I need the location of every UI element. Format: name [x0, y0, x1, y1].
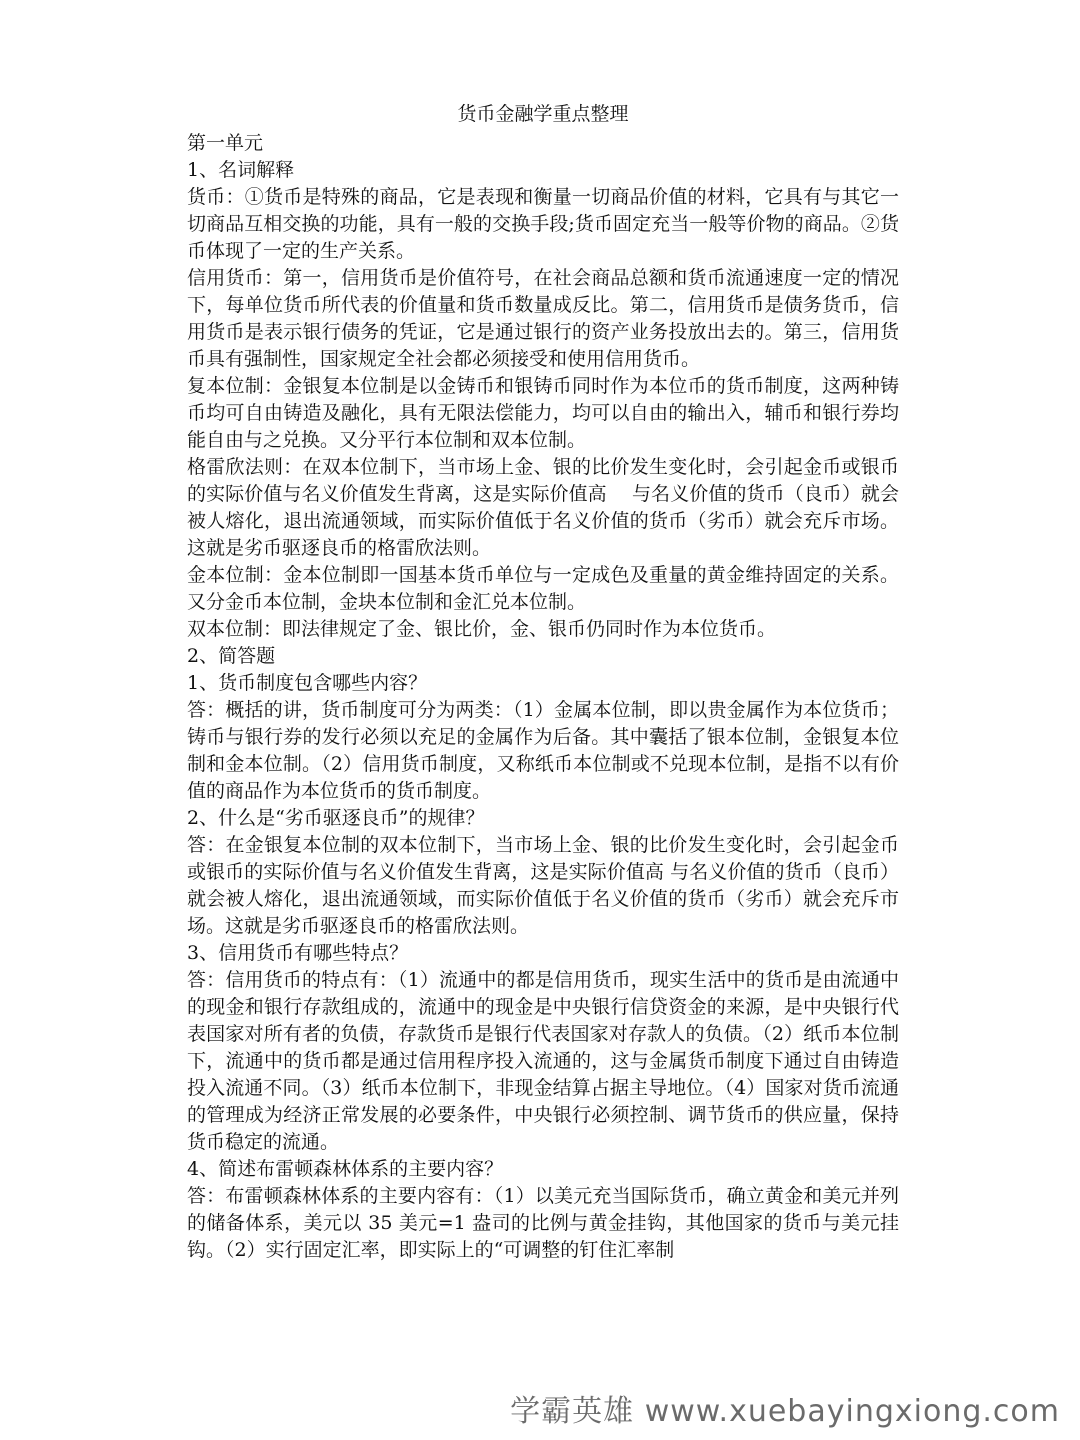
document-page — [187, 100, 899, 1264]
document-title: 货币金融学重点整理 — [457, 103, 629, 125]
answer: 答：在金银复本位制的双本位制下，当市场上金、银的比价发生变化时，会引起金币或银币的实际价值与名义价值发生背离，这是实际价值高 与名义价值的货币（良币）就会被人熔化，退出流通领域，而实际价值低于名义价值的货币（劣币）就会充斥市场。这就是劣币驱逐良币的格雷欣法则。 — [187, 834, 899, 937]
section-heading-short-answer: 2、简答题 — [187, 645, 276, 667]
term-bimetallism: 复本位制：金银复本位制是以金铸币和银铸币同时作为本位币的货币制度，这两种铸币均可自由铸造及融化，具有无限法偿能力，均可以自由的输出入，辅币和银行券均能自由与之兑换。又分平行本位制和双本位制。 — [187, 375, 899, 451]
term-credit-money: 信用货币：第一，信用货币是价值符号，在社会商品总额和货币流通速度一定的情况下，每单位货币所代表的价值量和货币数量成反比。第二，信用货币是债务货币，信用货币是表示银行债务的凭证，它是通过银行的资产业务投放出去的。第三，信用货币具有强制性，国家规定全社会都必须接受和使用信用货币。 — [187, 267, 899, 370]
question: 1、货币制度包含哪些内容？ — [187, 672, 428, 694]
term-gold-standard: 金本位制：金本位制即一国基本货币单位与一定成色及重量的黄金维持固定的关系。又分金币本位制，金块本位制和金汇兑本位制。 — [187, 564, 899, 613]
watermark: 学霸英雄 www.xuebayingxiong.com — [510, 1394, 1060, 1429]
answer: 答：布雷顿森林体系的主要内容有：（1）以美元充当国际货币，确立黄金和美元并列的储备体系，美元以 35 美元=1 盎司的比例与黄金挂钩，其他国家的货币与美元挂钩。（2）实行固定汇率，即实际上的“可调整的钉住汇率制 — [187, 1185, 899, 1261]
unit-heading: 第一单元 — [187, 132, 264, 154]
term-greshams-law: 格雷欣法则：在双本位制下，当市场上金、银的比价发生变化时，会引起金币或银币的实际价值与名义价值发生背离，这是实际价值高 与名义价值的货币（良币）就会被人熔化，退出流通领域，而实际价值低于名义价值的货币（劣币）就会充斥市场。这就是劣币驱逐良币的格雷欣法则。 — [187, 456, 899, 559]
term-money: 货币：①货币是特殊的商品，它是表现和衡量一切商品价值的材料，它具有与其它一切商品互相交换的功能，具有一般的交换手段;货币固定充当一般等价物的商品。②货币体现了一定的生产关系。 — [187, 186, 899, 262]
term-double-standard: 双本位制：即法律规定了金、银比价，金、银币仍同时作为本位货币。 — [187, 618, 777, 640]
answer: 答：概括的讲，货币制度可分为两类：（1）金属本位制，即以贵金属作为本位货币；铸币与银行券的发行必须以充足的金属作为后备。其中囊括了银本位制，金银复本位制和金本位制。（2）信用货币制度，又称纸币本位制或不兑现本位制，是指不以有价值的商品作为本位货币的货币制度。 — [187, 699, 899, 802]
answer: 答：信用货币的特点有：（1）流通中的都是信用货币，现实生活中的货币是由流通中的现金和银行存款组成的，流通中的现金是中央银行信贷资金的来源，是中央银行代表国家对所有者的负债，存款货币是银行代表国家对存款人的负债。（2）纸币本位制下，流通中的货币都是通过信用程序投入流通的，这与金属货币制度下通过自由铸造投入流通不同。（3）纸币本位制下，非现金结算占据主导地位。（4）国家对货币流通的管理成为经济正常发展的必要条件，中央银行必须控制、调节货币的供应量，保持货币稳定的流通。 — [187, 969, 899, 1153]
question: 4、简述布雷顿森林体系的主要内容？ — [187, 1158, 504, 1180]
question: 2、什么是“劣币驱逐良币”的规律？ — [187, 807, 485, 829]
question: 3、信用货币有哪些特点？ — [187, 942, 409, 964]
section-heading-definitions: 1、名词解释 — [187, 159, 295, 181]
